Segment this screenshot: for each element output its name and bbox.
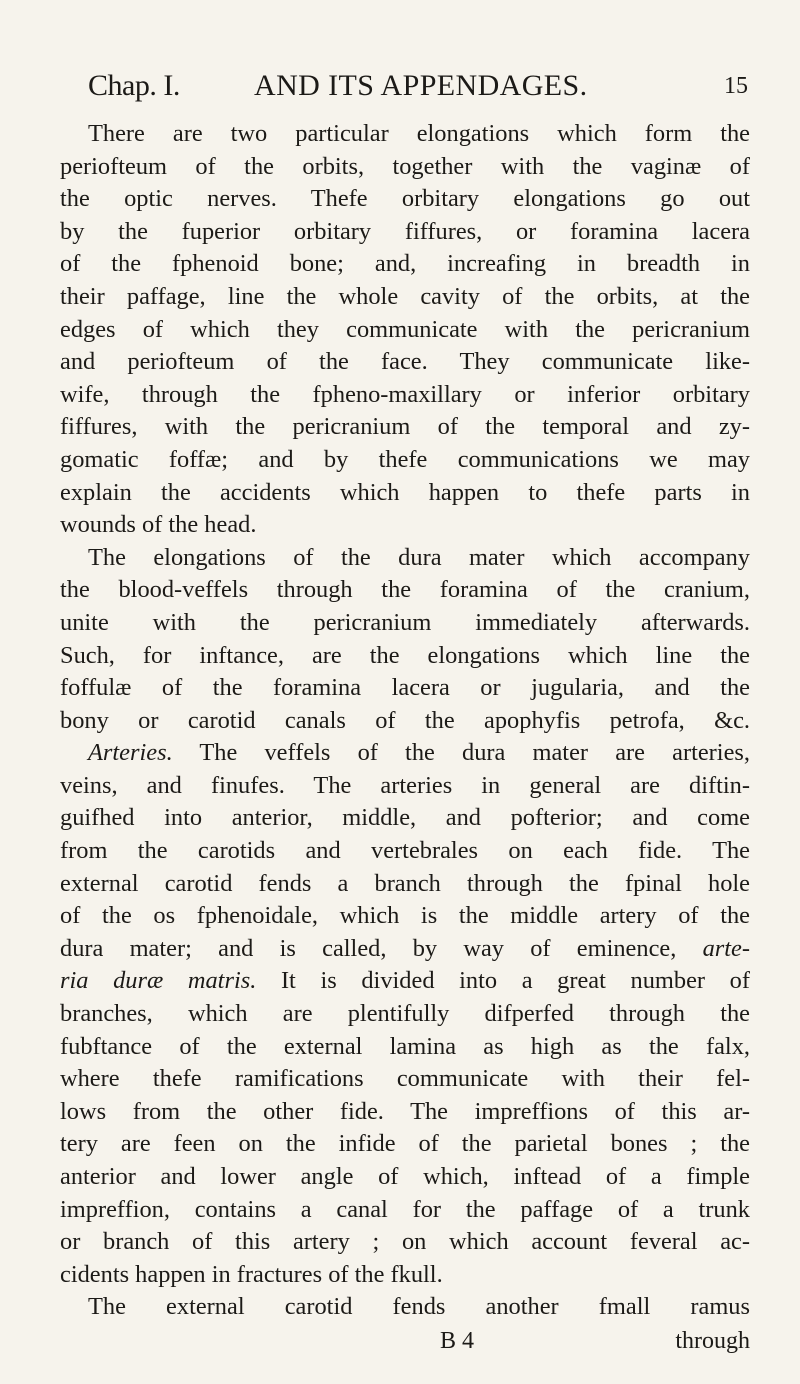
text-line: explain the accidents which happen to thefe parts in — [60, 478, 750, 506]
text-line: of the fphenoid bone; and, increafing in breadth in — [60, 250, 750, 278]
text-line: the optic nerves. Thefe orbitary elongations go out — [60, 185, 750, 213]
catchword: through — [675, 1328, 750, 1354]
text-fragment: dura mater; and is called, by way of eminence, — [60, 934, 677, 962]
text-line: The elongations of the dura mater which accompany — [88, 543, 750, 571]
running-header — [88, 66, 748, 106]
text-line: and periofteum of the face. They communicate like- — [60, 348, 750, 376]
text-line: There are two particular elongations which form the — [88, 120, 750, 147]
text-line: periofteum of the orbits, together with the vaginæ of — [60, 152, 750, 180]
arteries-line — [60, 737, 750, 770]
chapter-label: Chap. I. — [88, 69, 180, 102]
page-footer — [60, 1324, 750, 1358]
latin-term: ria duræ matris. — [60, 967, 257, 995]
latin-term: arte- — [702, 934, 750, 962]
text-line: anterior and lower angle of which, inftead of a fimple — [60, 1163, 750, 1190]
text-line: guifhed into anterior, middle, and pofterior; and come — [60, 804, 750, 832]
text-line: or branch of this artery ; on which account feveral ac- — [60, 1228, 750, 1256]
text-line: branches, which are plentifully difperfed through the — [60, 1000, 750, 1028]
text-fragment: It is divided into a great number of — [256, 967, 750, 995]
text-line: of the os fphenoidale, which is the middle artery of the — [60, 902, 750, 930]
text-line: where thefe ramifications communicate with their fel- — [60, 1065, 750, 1093]
text-line: The external carotid fends another fmall ramus — [88, 1293, 750, 1321]
text-line: gomatic foffæ; and by thefe communications we may — [60, 445, 750, 473]
text-line: bony or carotid canals of the apophyfis petrofa, &c. — [60, 706, 750, 734]
text-line: impreffion, contains a canal for the paffage of a trunk — [60, 1195, 750, 1223]
text-line: edges of which they communicate with the pericranium — [60, 315, 750, 343]
text-line: wounds of the head. — [60, 511, 257, 539]
text-fragment: The veffels of the dura mater are arteries, — [172, 739, 750, 767]
text-line: the blood-veffels through the foramina of the cranium, — [60, 576, 750, 604]
running-title: AND ITS APPENDAGES. — [254, 69, 588, 102]
arteries-heading: Arteries. — [88, 739, 173, 767]
signature-mark: B 4 — [440, 1328, 475, 1354]
text-line: foffulæ of the foramina lacera or jugularia, and the — [60, 674, 750, 702]
eminence-line — [60, 933, 750, 966]
page-number: 15 — [724, 73, 748, 99]
text-line: wife, through the fpheno-maxillary or inferior orbitary — [60, 380, 750, 408]
text-line: from the carotids and vertebrales on each fide. The — [60, 837, 750, 865]
matris-line — [60, 965, 750, 998]
text-line: external carotid fends a branch through the fpinal hole — [60, 869, 750, 897]
text-line: their paffage, line the whole cavity of the orbits, at the — [60, 282, 750, 310]
text-line: Such, for inftance, are the elongations which line the — [60, 641, 750, 669]
body-text — [60, 118, 750, 1324]
text-line: veins, and finufes. The arteries in general are diftin- — [60, 771, 750, 799]
text-line: fiffures, with the pericranium of the temporal and zy- — [60, 413, 750, 441]
text-line: fubftance of the external lamina as high as the falx, — [60, 1032, 750, 1060]
text-line: tery are feen on the infide of the parietal bones ; the — [60, 1130, 750, 1158]
text-line: by the fuperior orbitary fiffures, or foramina lacera — [60, 217, 750, 245]
text-line: cidents happen in fractures of the fkull. — [60, 1260, 443, 1288]
text-line: unite with the pericranium immediately afterwards. — [60, 608, 750, 636]
text-line: lows from the other fide. The impreffions of this ar- — [60, 1097, 750, 1125]
